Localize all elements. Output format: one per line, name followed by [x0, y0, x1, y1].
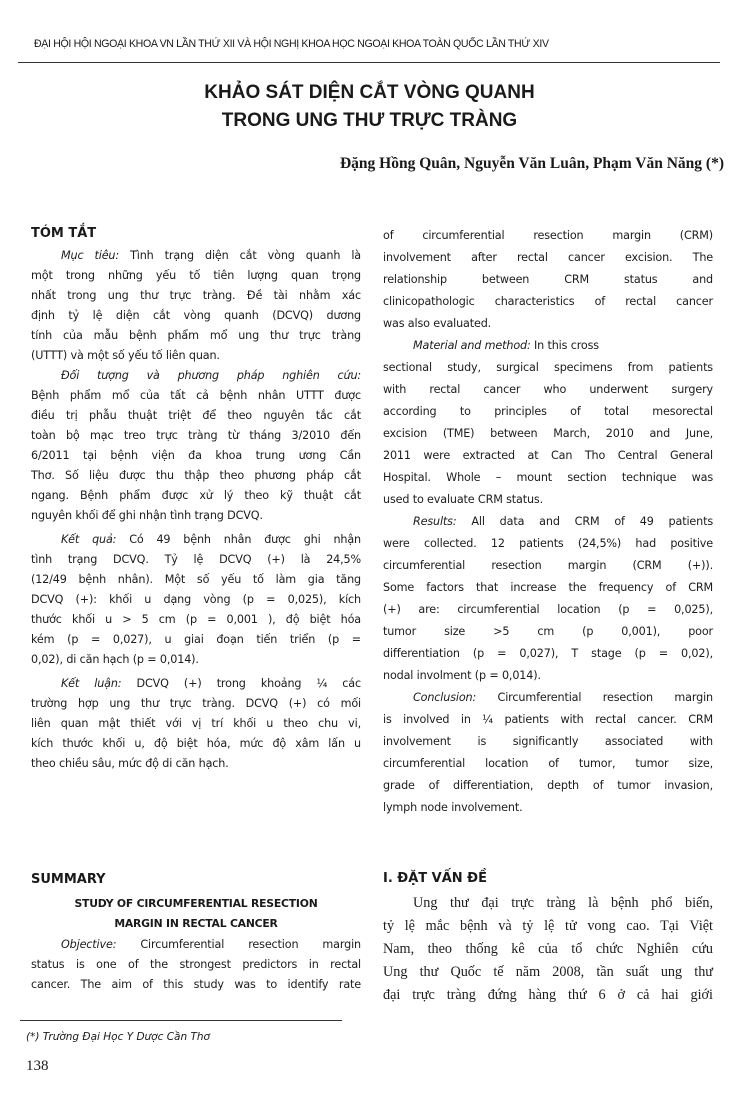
abstract-vi-results-line: tình trạng DCVQ. Tỷ lệ DCVQ (+) là 24,5% — [31, 553, 361, 566]
methods-label-en: Material and method: — [413, 339, 531, 352]
summary-title-line-2: MARGIN IN RECTAL CANCER — [114, 917, 278, 930]
summary-methods-line: Material and method: In this cross — [413, 339, 599, 352]
summary-results-line: nodal involment (p = 0,014). — [383, 669, 541, 682]
paper-title-line-2: TRONG UNG THƯ TRỰC TRÀNG — [221, 110, 518, 131]
summary-results-line: differentiation (p = 0,027), T stage (p = 0,02), — [383, 647, 713, 660]
abstract-vi-conclusion-line: liên quan mật thiết với vị trí khối u theo chu vi, — [31, 717, 361, 730]
summary-objective-line: status is one of the strongest predictors in rectal — [31, 958, 361, 971]
abstract-vi-results-line: 0,02), di căn hạch (p = 0,014). — [31, 653, 199, 666]
summary-results-line: circumferential resection margin (CRM (+)). — [383, 559, 713, 572]
introduction-line: tỷ lệ mắc bệnh và tỷ lệ tử vong cao. Tại Việt — [383, 918, 713, 934]
introduction-heading: I. ĐẶT VẤN ĐỀ — [383, 871, 487, 886]
introduction-line: Nam, theo thống kê của tổ chức Nghiên cứu — [383, 941, 713, 957]
abstract-vi-conclusion-line: kích thước khối u, độ biệt hóa, mức độ xâm lấn u — [31, 737, 361, 750]
abstract-vi-methods-line: điều trị phẫu thuật triệt để theo nguyên tắc cắt — [31, 409, 361, 422]
summary-results-line: were collected. 12 patients (24,5%) had positive — [383, 537, 713, 550]
summary-conclusion-line: grade of differentiation, depth of tumor invasion, — [383, 779, 713, 792]
conclusion-label: Kết luận: — [61, 677, 122, 690]
abstract-vi-methods-label: Đối tượng và phương pháp nghiên cứu: — [61, 369, 361, 382]
abstract-vi-methods-line: toàn bộ mạc treo trực tràng từ tháng 3/2010 đến — [31, 429, 361, 442]
header-rule — [18, 62, 720, 63]
abstract-vi-results-line: (12/49 bệnh nhân). Một số yếu tố làm gia tăng — [31, 573, 361, 586]
abstract-vi-methods-line: ngang. Bệnh phẩm được xử lý theo kỹ thuật cắt — [31, 489, 361, 502]
page-number: 138 — [26, 1058, 49, 1074]
objective-label: Mục tiêu: — [61, 249, 119, 262]
summary-methods-line: with rectal cancer who underwent surgery — [383, 383, 713, 396]
summary-methods-line: 2011 were extracted at Can Tho Central General — [383, 449, 713, 462]
abstract-vi-methods-line: Bệnh phẩm mổ của tất cả bệnh nhân UTTT được — [31, 389, 361, 402]
summary-heading: SUMMARY — [31, 872, 106, 887]
footnote: (*) Trường Đại Học Y Dược Cần Thơ — [26, 1031, 210, 1043]
abstract-vi-results-line: Kết quả: Có 49 bệnh nhân được ghi nhận — [61, 533, 361, 546]
summary-conclusion-line: Conclusion: Circumferential resection margin — [413, 691, 713, 704]
results-label: Kết quả: — [61, 533, 117, 546]
abstract-vi-objective-line: nhất trong ung thư trực tràng. Đề tài nhằm xác — [31, 289, 361, 302]
summary-objective-line: involvement after rectal cancer excision. The — [383, 251, 713, 264]
summary-conclusion-line: involvement is significantly associated with — [383, 735, 713, 748]
paper-title-line-1: KHẢO SÁT DIỆN CẮT VÒNG QUANH — [204, 82, 535, 103]
abstract-vi-methods-line: 6/2011 tại bệnh viện đa khoa trung ương Cần — [31, 449, 361, 462]
abstract-vi-results-line: kém (p = 0,027), u giai đoạn tiến triển (p = — [31, 633, 361, 646]
abstract-vi-methods-line: nguyên khối để ghi nhận tình trạng DCVQ. — [31, 509, 263, 522]
introduction-line: Ung thư Quốc tế năm 2008, tần suất ung thư — [383, 964, 713, 980]
abstract-vi-conclusion-line: trường hợp ung thư trực tràng. DCVQ (+) có mối — [31, 697, 361, 710]
summary-results-line: tumor size >5 cm (p 0,001), poor — [383, 625, 713, 638]
abstract-vi-objective-line: định tỷ lệ diện cắt vòng quanh (DCVQ) dương — [31, 309, 361, 322]
summary-results-line: Some factors that increase the frequency of CRM — [383, 581, 713, 594]
summary-methods-line: sectional study, surgical specimens from patients — [383, 361, 713, 374]
abstract-vi-conclusion-line: Kết luận: DCVQ (+) trong khoảng ¼ các — [61, 677, 361, 690]
objective-label-en: Objective: — [61, 938, 117, 951]
summary-methods-line: used to evaluate CRM status. — [383, 493, 544, 506]
summary-methods-line: Hospital. Whole – mount section technique was — [383, 471, 713, 484]
summary-objective-line: cancer. The aim of this study was to identify rate — [31, 978, 361, 991]
summary-results-line: (+) are: circumferential location (p = 0,025), — [383, 603, 713, 616]
results-label-en: Results: — [413, 515, 457, 528]
summary-results-line: Results: All data and CRM of 49 patients — [413, 515, 713, 528]
conference-header: ĐẠI HỘI HỘI NGOẠI KHOA VN LẦN THỨ XII VÀ HỘI NGHỊ KHOA HỌC NGOẠI KHOA TOÀN QUỐC LẦN THỨ XIV — [34, 38, 549, 50]
introduction-line: Ung thư đại trực tràng là bệnh phổ biến, — [413, 895, 713, 911]
authors: Đặng Hồng Quân, Nguyễn Văn Luân, Phạm Văn Năng (*) — [339, 155, 724, 172]
summary-conclusion-line: circumferential location of tumor, tumor size, — [383, 757, 713, 770]
abstract-vi-results-line: DCVQ (+): khối u dạng vòng (p = 0,025), kích — [31, 593, 361, 606]
summary-conclusion-line: is involved in ¼ patients with rectal cancer. CRM — [383, 713, 713, 726]
abstract-vi-objective-line: một trong những yếu tố tiên lượng quan trọng — [31, 269, 361, 282]
abstract-vi-heading: TÓM TẮT — [31, 226, 97, 241]
abstract-vi-objective-line: Mục tiêu: Tình trạng diện cắt vòng quanh là — [61, 249, 361, 262]
summary-methods-line: according to principles of total mesorectal — [383, 405, 713, 418]
introduction-line: đại trực tràng đứng hàng thứ 6 ở cả hai giới — [383, 987, 713, 1003]
summary-objective-line: was also evaluated. — [383, 317, 492, 330]
abstract-vi-results-line: thước khối u > 5 cm (p = 0,001 ), độ biệt hóa — [31, 613, 361, 626]
abstract-vi-conclusion-line: theo chiều sâu, mức độ di căn hạch. — [31, 757, 229, 770]
conclusion-label-en: Conclusion: — [413, 691, 477, 704]
summary-objective-line: of circumferential resection margin (CRM) — [383, 229, 713, 242]
summary-title-line-1: STUDY OF CIRCUMFERENTIAL RESECTION — [74, 897, 318, 910]
abstract-vi-objective-line: tính của mẫu bệnh phẩm mổ ung thư trực tràng — [31, 329, 361, 342]
summary-objective-line: Objective: Circumferential resection margin — [61, 938, 361, 951]
footnote-rule — [20, 1020, 342, 1021]
summary-methods-line: excision (TME) between March, 2010 and June, — [383, 427, 713, 440]
summary-objective-line: relationship between CRM status and — [383, 273, 713, 286]
summary-objective-line: clinicopathologic characteristics of rectal cancer — [383, 295, 713, 308]
abstract-vi-objective-line: (UTTT) và một số yếu tố liên quan. — [31, 349, 220, 362]
summary-conclusion-line: lymph node involvement. — [383, 801, 523, 814]
abstract-vi-methods-line: Thơ. Số liệu được thu thập theo phương pháp cắt — [31, 469, 361, 482]
